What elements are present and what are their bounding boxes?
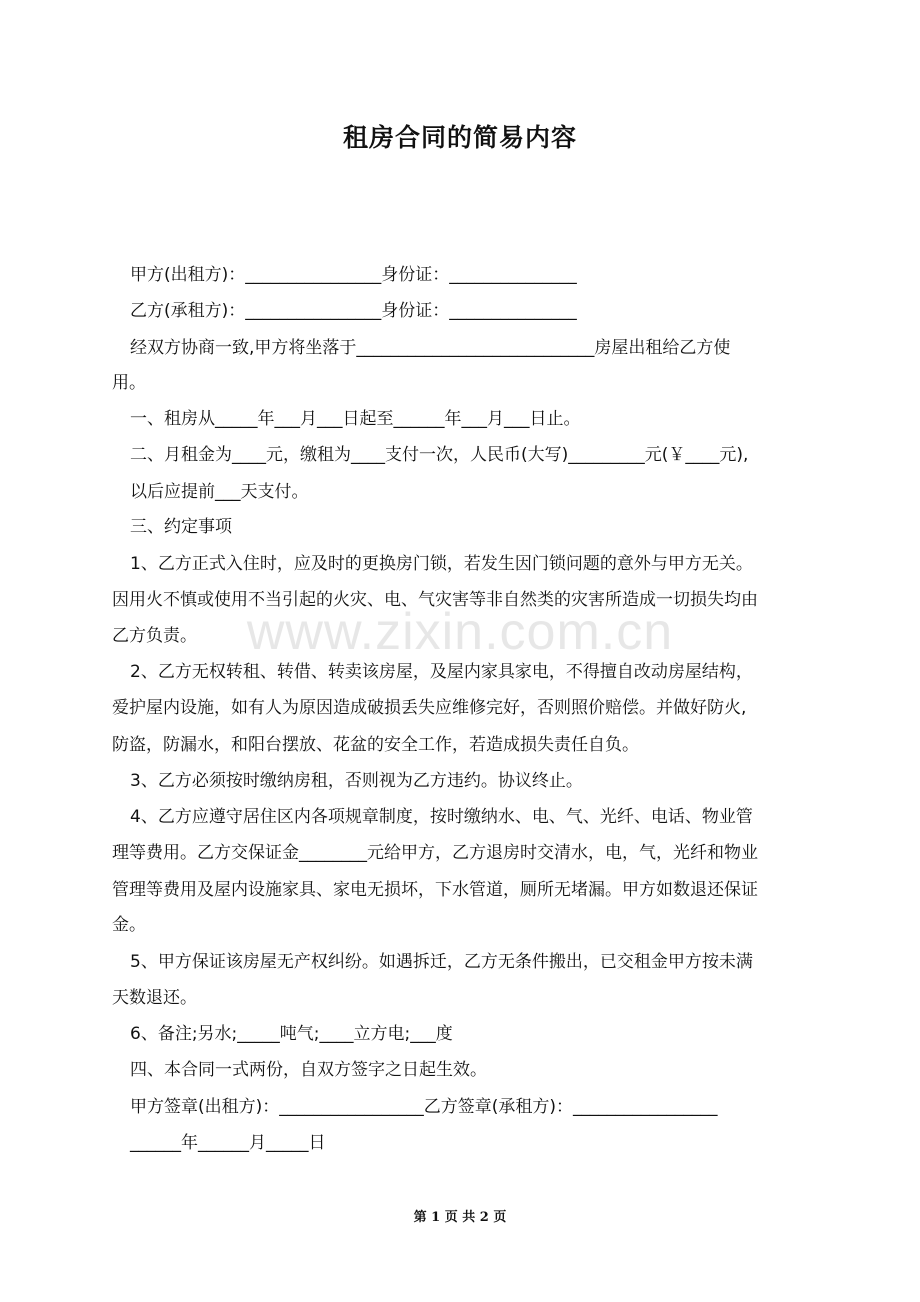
clause-4-line-1: 4、乙方应遵守居住区内各项规章制度，按时缴纳水、电、气、光纤、电话、物业管 bbox=[130, 807, 753, 827]
term-line: 一、租房从_____年___月___日起至______年___月___日止。 bbox=[130, 409, 581, 429]
date-line: ______年______月_____日 bbox=[130, 1133, 326, 1153]
clause-1-line-1: 1、乙方正式入住时，应及时的更换房门锁，若发生因门锁问题的意外与甲方无关。 bbox=[130, 554, 753, 574]
property-line: 经双方协商一致,甲方将坐落于____________________________房屋出租给乙方使 bbox=[130, 338, 731, 358]
watermark: www.zixin.com.cn bbox=[246, 603, 674, 661]
party-a-line: 甲方(出租方)：________________身份证：_______________ bbox=[130, 265, 577, 285]
clause-4-line-2: 理等费用。乙方交保证金________元给甲方，乙方退房时交清水，电，气，光纤和物业 bbox=[112, 843, 758, 863]
clause-3-line: 3、乙方必须按时缴纳房租，否则视为乙方违约。协议终止。 bbox=[130, 771, 583, 791]
clause-5-line-1: 5、甲方保证该房屋无产权纠纷。如遇拆迁，乙方无条件搬出，已交租金甲方按未满 bbox=[130, 952, 753, 972]
clause-5-line-2: 天数退还。 bbox=[112, 988, 197, 1008]
section-4-line: 四、本合同一式两份，自双方签字之日起生效。 bbox=[130, 1060, 487, 1080]
signature-line: 甲方签章(出租方)：_________________乙方签章(承租方)：_________________ bbox=[130, 1097, 718, 1117]
rent-line-cont: 以后应提前___天支付。 bbox=[130, 482, 309, 502]
clause-2-line-1: 2、乙方无权转租、转借、转卖该房屋，及屋内家具家电，不得擅自改动房屋结构， bbox=[130, 662, 753, 682]
property-line-cont: 用。 bbox=[112, 373, 146, 393]
page-footer: 第 1 页 共 2 页 bbox=[413, 1210, 507, 1225]
clause-1-line-2: 因用火不慎或使用不当引起的火灾、电、气灾害等非自然类的灾害所造成一切损失均由 bbox=[112, 590, 758, 610]
clause-1-line-3: 乙方负责。 bbox=[112, 626, 197, 646]
section-3-heading: 三、约定事项 bbox=[130, 517, 232, 537]
clause-2-line-3: 防盗，防漏水，和阳台摆放、花盆的安全工作，若造成损失责任自负。 bbox=[112, 735, 639, 755]
party-b-line: 乙方(承租方)：________________身份证：_______________ bbox=[130, 301, 577, 321]
clause-2-line-2: 爱护屋内设施，如有人为原因造成破损丢失应维修完好，否则照价赔偿。并做好防火, bbox=[112, 698, 747, 718]
rent-line: 二、月租金为____元，缴租为____支付一次，人民币(大写)_________元(￥____元), bbox=[130, 445, 749, 465]
clause-6-line: 6、备注;另水;_____吨气;____立方电;___度 bbox=[130, 1024, 453, 1044]
clause-4-line-4: 金。 bbox=[112, 915, 146, 935]
document-title: 租房合同的简易内容 bbox=[342, 123, 577, 152]
clause-4-line-3: 管理等费用及屋内设施家具、家电无损坏，下水管道，厕所无堵漏。甲方如数退还保证 bbox=[112, 880, 758, 900]
